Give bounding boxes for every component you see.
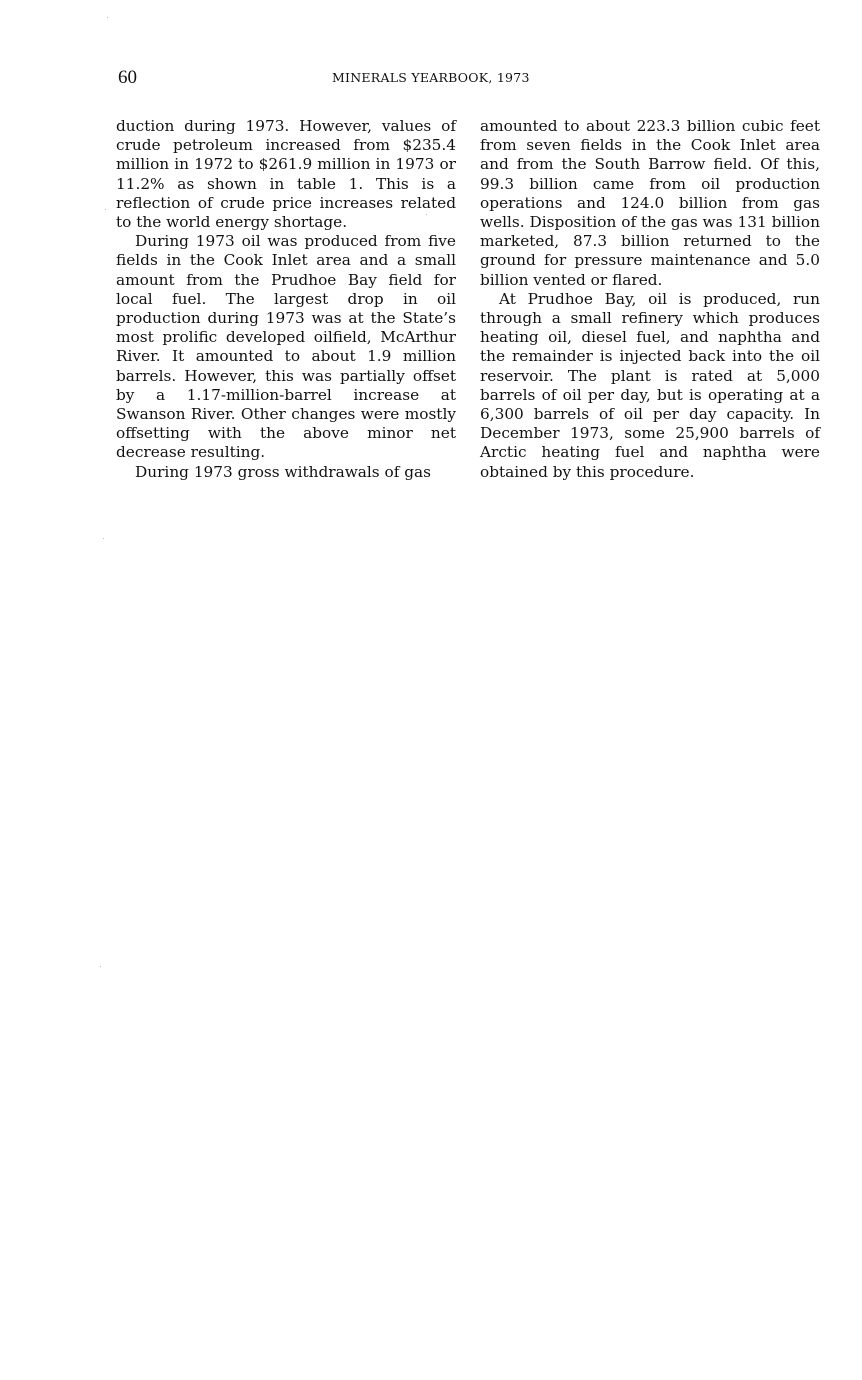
paragraph: amounted to about 223.3 billion cubic feet from seven fields in the Cook Inlet area and from the South Barrow field. Of this, 99.3 billion came from oil production operations and 124.0 billion from gas wells. Disposition of the gas was 131 billion marketed, 87.3 billion returned to the ground for pressure maintenance and 5.0 billion vented or flared.: [480, 117, 820, 289]
paragraph: During 1973 oil was produced from five fields in the Cook Inlet area and a small amount from the Prudhoe Bay field for local fuel. The largest drop in oil production during 1973 was at the State’s most prolific developed oilfield, McArthur River. It amounted to about 1.9 million barrels. However, this was partially offset by a 1.17-million-barrel increase at Swanson River. Other changes were mostly offsetting with the above minor net decrease resulting.: [116, 232, 456, 462]
paragraph: duction during 1973. However, values of crude petroleum increased from $235.4 million in 1972 to $261.9 million in 1973 or 11.2% as shown in table 1. This is a reflection of crude price increases related to the world energy shortage.: [116, 117, 456, 232]
scan-speck: [103, 538, 104, 539]
running-head: MINERALS YEARBOOK, 1973: [332, 70, 530, 85]
right-column: [480, 117, 820, 482]
scan-speck: [426, 214, 427, 215]
left-column: [116, 117, 456, 482]
scan-speck: [100, 966, 101, 967]
scan-speck: [105, 209, 106, 210]
paragraph: At Prudhoe Bay, oil is produced, run through a small refinery which produces heating oil, diesel fuel, and naphtha and the remainder is injected back into the oil reservoir. The plant is rated at 5,000 barrels of oil per day, but is operating at a 6,300 barrels of oil per day capacity. In December 1973, some 25,900 barrels of Arctic heating fuel and naphtha were obtained by this procedure.: [480, 289, 820, 481]
paragraph: During 1973 gross withdrawals of gas: [135, 462, 432, 481]
page-number: 60: [118, 67, 137, 88]
scan-speck: [107, 17, 108, 18]
